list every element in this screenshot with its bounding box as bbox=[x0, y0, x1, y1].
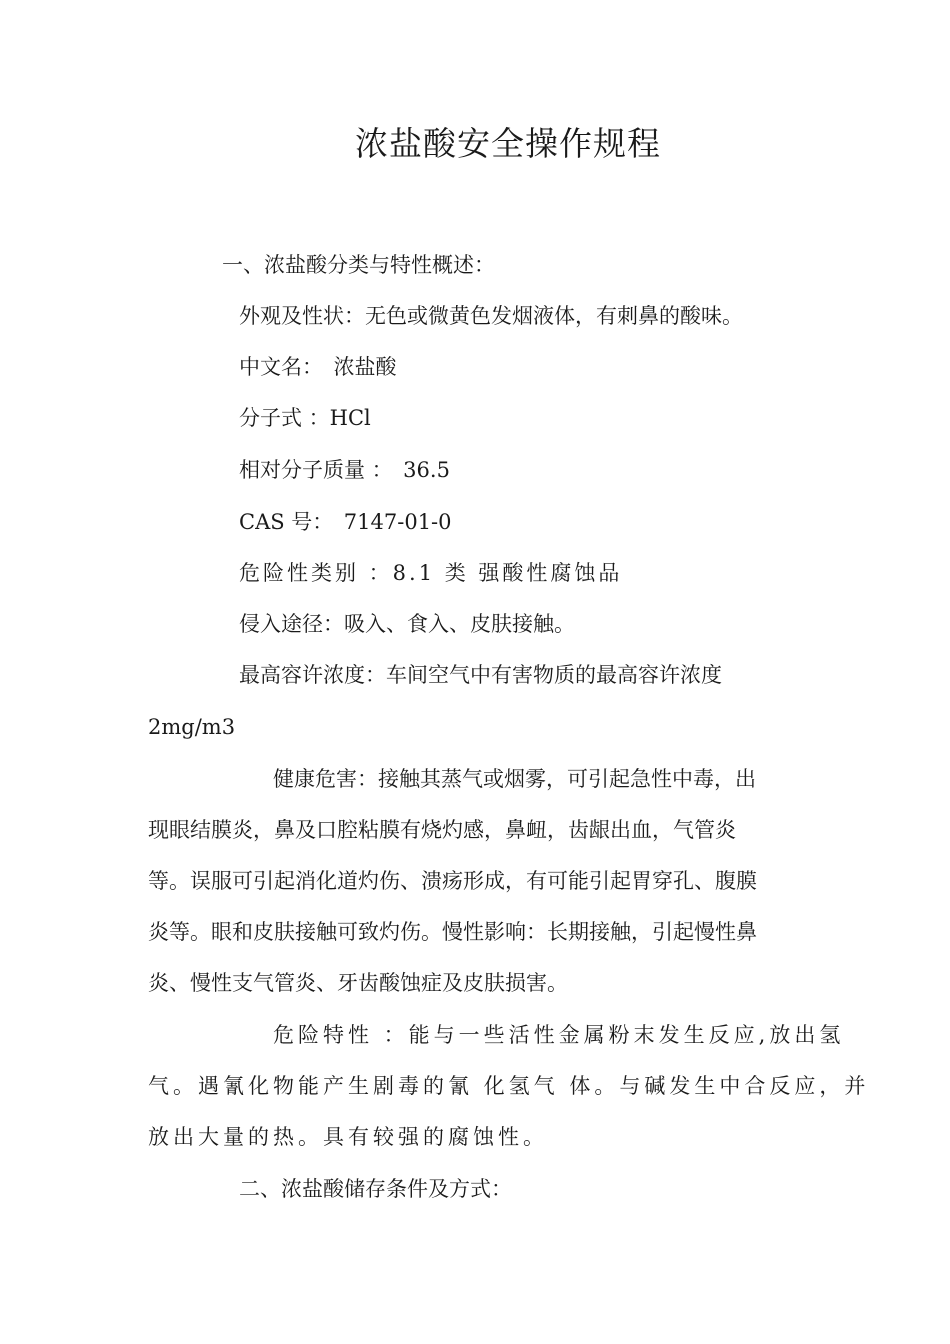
health-hazard-text: 健康危害：接触其蒸气或烟雾，可引起急性中毒，出 bbox=[273, 767, 756, 791]
health-hazard-text: 等。误服可引起消化道灼伤、溃疡形成，有可能引起胃穿孔、腹膜 bbox=[148, 869, 757, 893]
health-hazard-text: 炎等。眼和皮肤接触可致灼伤。慢性影响：长期接触，引起慢性鼻 bbox=[148, 920, 757, 944]
hazard-class-text: 危险性类别 ：8.1 类 强酸性腐蚀品 bbox=[239, 561, 623, 585]
danger-property-text: 放出大量的热。具有较强的腐蚀性。 bbox=[148, 1125, 548, 1149]
exposure-route-text: 侵入途径：吸入、食入、皮肤接触。 bbox=[239, 612, 575, 636]
health-hazard-text: 炎、慢性支气管炎、牙齿酸蚀症及皮肤损害。 bbox=[148, 971, 568, 995]
max-concentration-value: 2mg/m3 bbox=[148, 715, 236, 739]
section-heading-1: 一、浓盐酸分类与特性概述： bbox=[222, 253, 495, 277]
danger-property-text: 气。遇氰化物能产生剧毒的氰 化氢气 体。与碱发生中合反应，并 bbox=[148, 1074, 870, 1098]
molecular-mass-text: 相对分子质量 ： 36.5 bbox=[239, 458, 450, 482]
max-concentration-text: 最高容许浓度：车间空气中有害物质的最高容许浓度 bbox=[239, 663, 722, 687]
appearance-text: 外观及性状：无色或微黄色发烟液体，有刺鼻的酸味。 bbox=[239, 304, 743, 328]
danger-property-text: 危险特性 ：能与一些活性金属粉末发生反应,放出氢 bbox=[273, 1023, 845, 1047]
section-heading-2: 二、浓盐酸储存条件及方式： bbox=[239, 1177, 512, 1201]
page-title: 浓盐酸安全操作规程 bbox=[355, 124, 661, 163]
formula-text: 分子式 ：HCl bbox=[239, 406, 371, 430]
chinese-name-text: 中文名： 浓盐酸 bbox=[239, 355, 397, 379]
cas-text: CAS 号： 7147-01-0 bbox=[239, 510, 452, 534]
health-hazard-text: 现眼结膜炎，鼻及口腔粘膜有烧灼感，鼻衄，齿龈出血，气管炎 bbox=[148, 818, 736, 842]
